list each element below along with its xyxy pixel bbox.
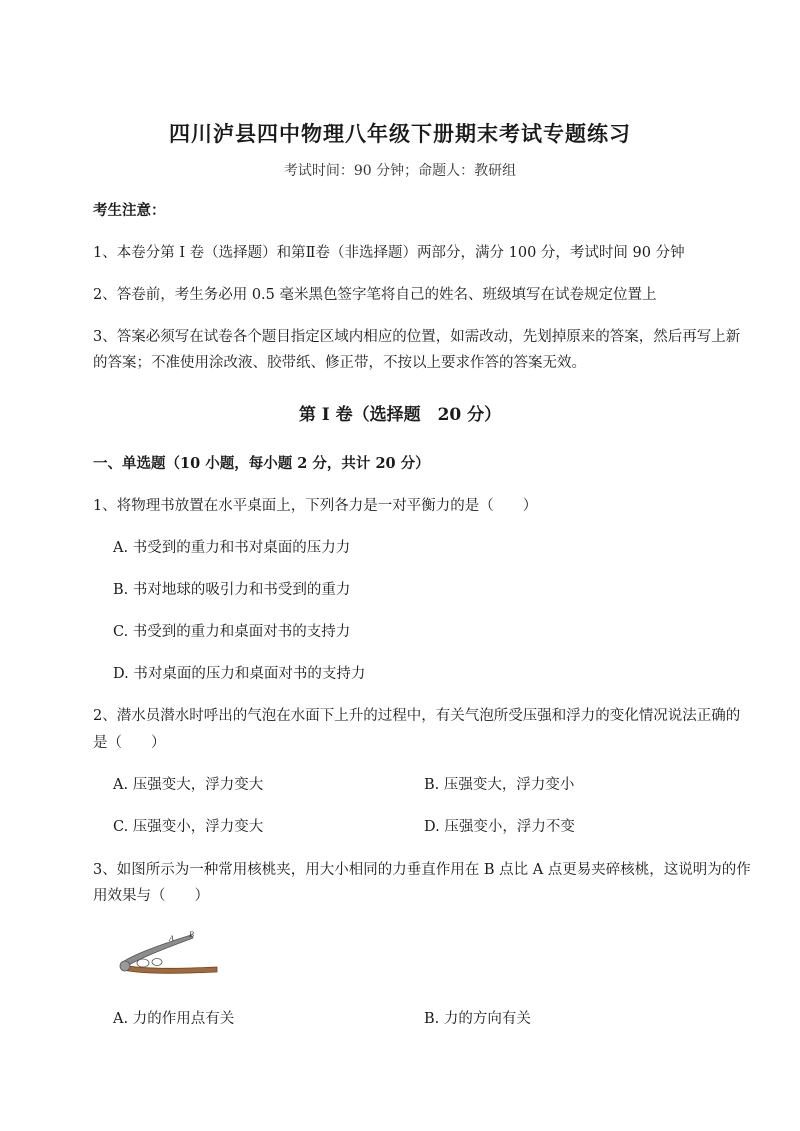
notice-item-continued: 的答案；不准使用涂改液、胶带纸、修正带，不按以上要求作答的答案无效。 <box>93 355 586 371</box>
question-2-stem: 2、潜水员潜水时呼出的气泡在水面下上升的过程中，有关气泡所受压强和浮力的变化情况说法正确的 <box>93 708 741 724</box>
label-point-b: B <box>189 930 194 939</box>
q2-option-c: C. 压强变小，浮力变大 <box>113 819 264 835</box>
q1-option-b: B. 书对地球的吸引力和书受到的重力 <box>113 582 351 598</box>
q2-option-d: D. 压强变小，浮力不变 <box>424 819 575 835</box>
notice-item: 3、答案必须写在试卷各个题目指定区域内相应的位置，如需改动，先划掉原来的答案，然后再写上新 <box>93 329 741 345</box>
section-title: 第 I 卷（选择题 20 分） <box>298 405 502 425</box>
q1-option-a: A. 书受到的重力和书对桌面的压力力 <box>113 540 351 556</box>
nutcracker-figure <box>113 925 223 985</box>
notice-item: 2、答卷前，考生务必用 0.5 毫米黑色签字笔将自己的姓名、班级填写在试卷规定位置上 <box>93 287 657 303</box>
q2-option-b: B. 压强变大，浮力变小 <box>424 777 575 793</box>
exam-subtitle: 考试时间：90 分钟；命题人：教研组 <box>283 163 517 179</box>
question-2-stem-continued: 是（ ） <box>93 735 166 751</box>
question-3-stem: 3、如图所示为一种常用核桃夹，用大小相同的力垂直作用在 B 点比 A 点更易夹碎核桃，这说明为的作 <box>93 862 751 878</box>
q1-option-c: C. 书受到的重力和桌面对书的支持力 <box>113 624 351 640</box>
part-heading: 一、单选题（10 小题，每小题 2 分，共计 20 分） <box>93 455 430 472</box>
q3-option-a: A. 力的作用点有关 <box>113 1011 235 1027</box>
q2-option-a: A. 压强变大，浮力变大 <box>113 777 264 793</box>
label-point-a: A <box>169 934 174 943</box>
q1-option-d: D. 书对桌面的压力和桌面对书的支持力 <box>113 666 366 682</box>
notice-item: 1、本卷分第 I 卷（选择题）和第Ⅱ卷（非选择题）两部分，满分 100 分，考试时间 90 分钟 <box>93 245 685 261</box>
exam-title: 四川泸县四中物理八年级下册期末考试专题练习 <box>169 121 631 146</box>
question-3-stem-continued: 用效果与（ ） <box>93 888 209 904</box>
notice-heading: 考生注意： <box>93 202 166 219</box>
q3-option-b: B. 力的方向有关 <box>424 1011 531 1027</box>
question-1-stem: 1、将物理书放置在水平桌面上，下列各力是一对平衡力的是（ ） <box>93 498 538 514</box>
